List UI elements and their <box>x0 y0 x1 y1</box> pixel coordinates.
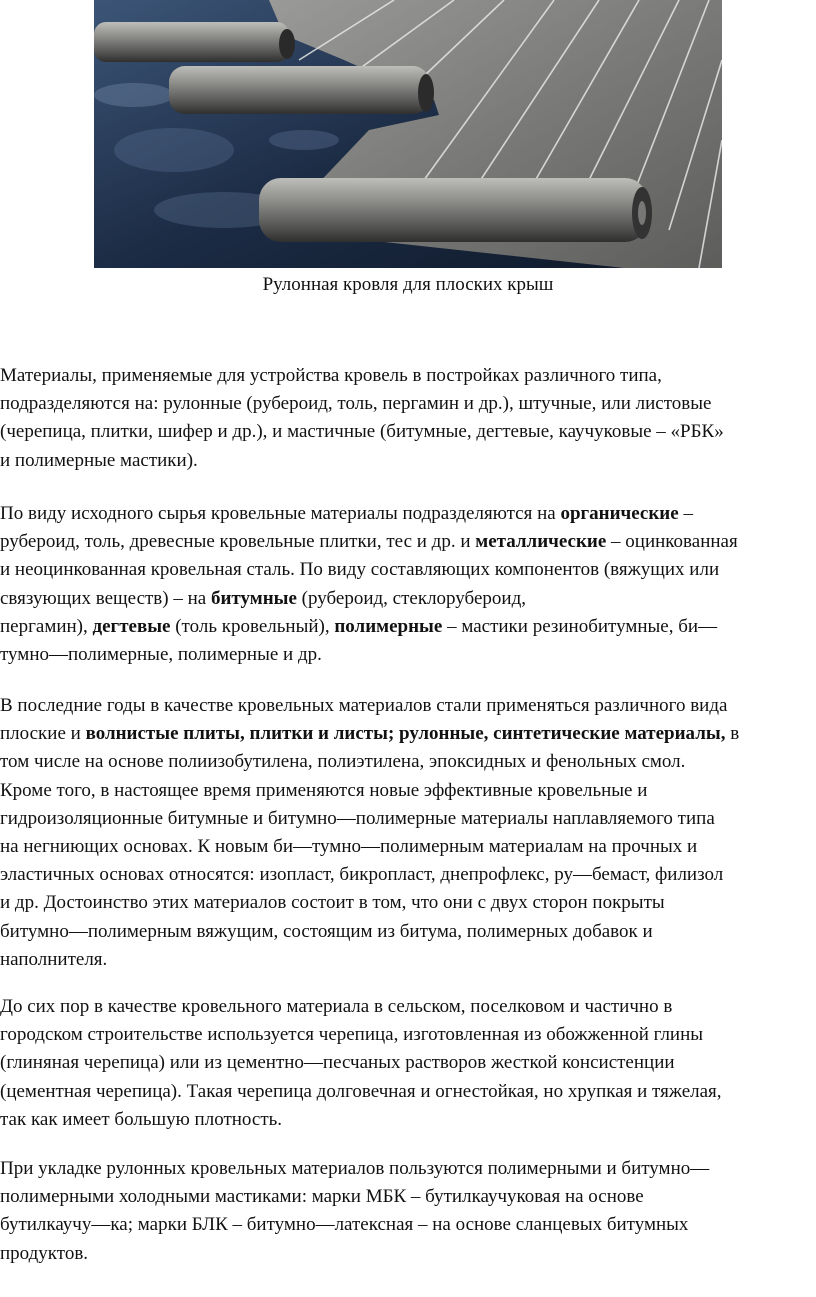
paragraph-materials-types <box>0 362 816 475</box>
text-line: Кроме того, в настоящее время применяются новые эффективные кровельные и <box>0 779 648 801</box>
text-line: связующих веществ) – на битумные (рубероид, стеклорубероид, <box>0 587 526 609</box>
paragraph-tiles <box>0 993 816 1134</box>
term-organic: органические <box>560 503 679 524</box>
text-line: В последние годы в качестве кровельных материалов стали применяться различного вида <box>0 695 728 716</box>
text-line: тумно—полимерные, полимерные и др. <box>0 644 322 666</box>
text-line: пергамин), дегтевые (толь кровельный), полимерные – мастики резинобитумные, би— <box>0 615 718 637</box>
text-line: городском строительстве используется черепица, изготовленная из обожженной глины <box>0 1024 704 1046</box>
term-metallic: металлические <box>475 531 607 553</box>
text-line: бутилкаучу—ка; марки БЛК – битумно—латексная – на основе сланцевых битумных <box>0 1214 689 1236</box>
figure-caption: Рулонная кровля для плоских крыш <box>262 274 554 295</box>
term-sheets-rolls: волнистые плиты, плитки и листы; рулонные, синтетические материалы, <box>85 723 726 745</box>
text-line: продуктов. <box>0 1242 89 1264</box>
paragraph-new-materials <box>0 692 816 974</box>
term-polymer: полимерные <box>334 615 443 637</box>
text-line: При укладке рулонных кровельных материалов пользуются полимерными и битумно— <box>0 1158 710 1179</box>
text-line: (цементная черепица). Такая черепица долговечная и огнестойкая, но хрупкая и тяжелая, <box>0 1080 722 1102</box>
text-line: полимерными холодными мастиками: марки МБК – бутилкаучуковая на основе <box>0 1186 644 1208</box>
text-line: и неоцинкованная кровельная сталь. По виду составляющих компонентов (вяжущих или <box>0 559 720 581</box>
text-line: битумно—полимерным вяжущим, состоящим из битума, полимерных добавок и <box>0 920 653 942</box>
text-line: подразделяются на: рулонные (рубероид, толь, пергамин и др.), штучные, или листовые <box>0 393 712 415</box>
text-line: (глиняная черепица) или из цементно—песчаных растворов жесткой консистенции <box>0 1052 675 1074</box>
text-line: эластичных основах относятся: изопласт, бикропласт, днепрофлекс, ру—бемаст, филизол <box>0 864 724 886</box>
text-line: гидроизоляционные битумные и битумно—полимерные материалы наплавляемого типа <box>0 807 715 829</box>
text-line: и др. Достоинство этих материалов состоит в том, что они с двух сторон покрыты <box>0 892 665 914</box>
text-line: и полимерные мастики). <box>0 449 198 471</box>
paragraph-raw-materials <box>0 500 816 669</box>
roll-roofing-photo <box>94 0 722 268</box>
text-line: плоские и волнистые плиты, плитки и листы; рулонные, синтетические материалы, в <box>0 723 740 745</box>
text-line: До сих пор в качестве кровельного материала в сельском, поселковом и частично в <box>0 996 673 1017</box>
text-line: Материалы, применяемые для устройства кровель в постройках различного типа, <box>0 365 662 386</box>
text-line: том числе на основе полиизобутилена, полиэтилена, эпоксидных и фенольных смол. <box>0 751 686 773</box>
term-bitumen: битумные <box>210 587 297 609</box>
text-line: так как имеет большую плотность. <box>0 1108 283 1130</box>
text-line: рубероид, толь, древесные кровельные плитки, тес и др. и металлические – оцинкованная <box>0 531 738 553</box>
text-line: на негниющих основах. К новым би—тумно—полимерным материалам на прочных и <box>0 836 698 858</box>
text-line: По виду исходного сырья кровельные материалы подразделяются на органические – <box>0 503 693 524</box>
paragraph-mastics <box>0 1155 816 1268</box>
text-line: наполнителя. <box>0 948 108 970</box>
term-tar: дегтевые <box>92 615 171 637</box>
text-line: (черепица, плитки, шифер и др.), и мастичные (битумные, дегтевые, каучуковые – «РБК» <box>0 421 724 443</box>
